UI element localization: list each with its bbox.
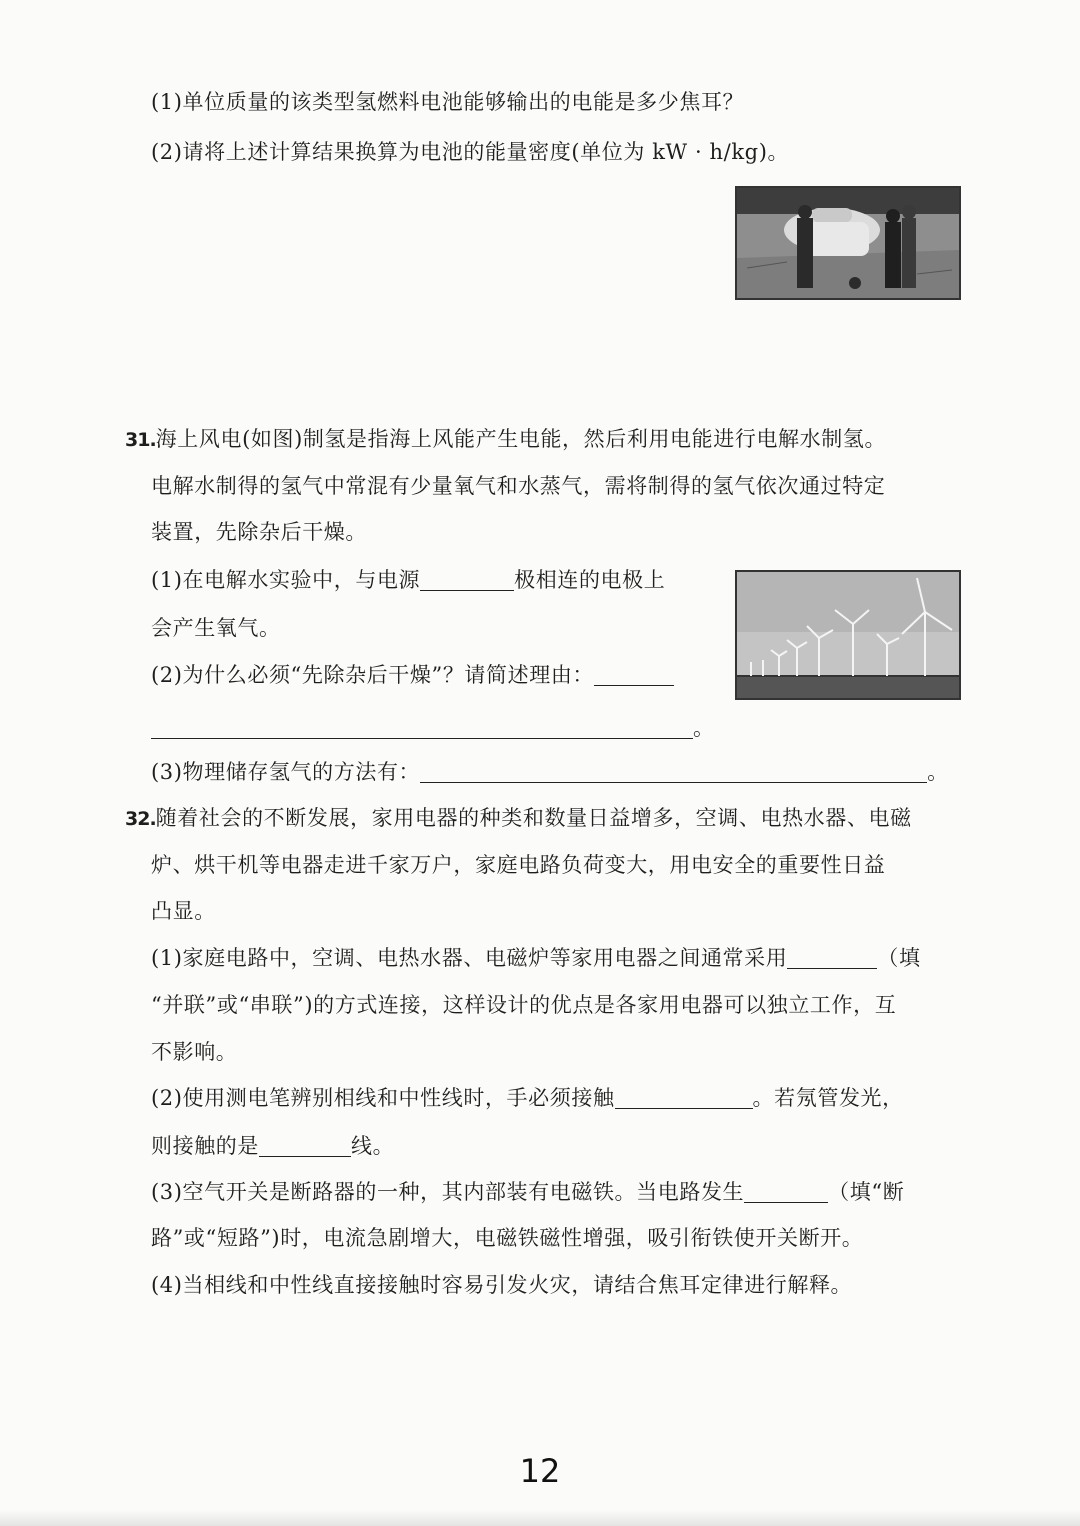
q31-sub3-text: (3)物理储存氢气的方法有： [151,760,421,784]
q31-sub2-blank[interactable] [594,661,674,686]
q32-number: 32. [125,808,156,830]
fuel-cell-vehicle-photo [735,186,961,300]
q32-sub1-blank[interactable] [787,944,877,969]
q30-sub2: (2)请将上述计算结果换算为电池的能量密度(单位为 kW · h/kg)。 [151,140,790,164]
q32-sub3 [151,1177,904,1207]
q31-sub2 [151,660,674,690]
q31-sub3-end: 。 [927,760,949,784]
q32-sub3-text: (3)空气开关是断路器的一种，其内部装有电磁铁。当电路发生 [151,1180,745,1204]
q31-sub1-text: (1)在电解水实验中，与电源 [151,568,421,592]
q32-sub1-text-end: （填 [877,946,921,970]
page-bottom-shadow [0,1510,1080,1526]
q32-sub2 [151,1083,904,1113]
fuel-cell-vehicle-illustration [737,188,959,298]
q32-sub3-line2: 路”或“短路”)时，电流急剧增大，电磁铁磁性增强，吸引衔铁使开关断开。 [151,1226,864,1250]
q32-sub2-blank-2[interactable] [259,1132,351,1157]
q32-sub1-text: (1)家庭电路中，空调、电热水器、电磁炉等家用电器之间通常采用 [151,946,788,970]
q32-sub2-line2-end: 线。 [351,1134,395,1158]
q31-stem-text: 海上风电(如图)制氢是指海上风能产生电能，然后利用电能进行电解水制氢。 [155,427,887,451]
q32-stem-line2: 炉、烘干机等电器走进千家万户，家庭电路负荷变大，用电安全的重要性日益 [151,853,886,877]
q30-sub1: (1)单位质量的该类型氢燃料电池能够输出的电能是多少焦耳？ [151,90,745,114]
q32-sub3-blank[interactable] [744,1178,828,1203]
q32-sub2-blank[interactable] [615,1084,753,1109]
q32-sub2-text: (2)使用测电笔辨别相线和中性线时，手必须接触 [151,1086,615,1110]
q31-sub1 [151,565,665,595]
q31-stem-line1 [125,424,886,455]
q31-number: 31. [125,429,156,451]
q31-sub2-line2 [151,713,715,743]
q31-sub2-blank-line2[interactable] [151,714,693,739]
q32-stem-line1 [125,803,912,834]
q31-sub3-blank[interactable] [420,758,927,783]
q32-sub1 [151,943,921,973]
q31-sub1-text-end: 极相连的电极上 [514,568,666,592]
q32-sub2-line2 [151,1131,394,1161]
q32-sub4: (4)当相线和中性线直接接触时容易引发火灾，请结合焦耳定律进行解释。 [151,1273,853,1297]
q32-stem-text: 随着社会的不断发展，家用电器的种类和数量日益增多，空调、电热水器、电磁 [155,806,912,830]
q31-stem-line3: 装置，先除杂后干燥。 [151,520,367,544]
q32-sub1-line2: “并联”或“串联”)的方式连接，这样设计的优点是各家用电器可以独立工作，互 [151,993,897,1017]
q32-sub3-text-end: （填“断 [828,1180,905,1204]
q31-sub3 [151,757,949,787]
page-number: 12 [519,1452,561,1490]
q31-sub1-line2: 会产生氧气。 [151,616,281,640]
q31-sub2-end: 。 [693,716,715,740]
q32-sub2-text-end: 。若氖管发光， [752,1086,904,1110]
offshore-wind-turbines-photo [735,570,961,700]
q31-stem-line2: 电解水制得的氢气中常混有少量氧气和水蒸气，需将制得的氢气依次通过特定 [151,474,886,498]
q32-stem-line3: 凸显。 [151,899,216,923]
q31-sub1-blank[interactable] [420,566,514,591]
q31-sub2-text: (2)为什么必须“先除杂后干燥”？请简述理由： [151,663,595,687]
q32-sub2-line2-text: 则接触的是 [151,1134,259,1158]
q32-sub1-line3: 不影响。 [151,1040,238,1064]
wind-turbines-illustration [737,572,959,698]
